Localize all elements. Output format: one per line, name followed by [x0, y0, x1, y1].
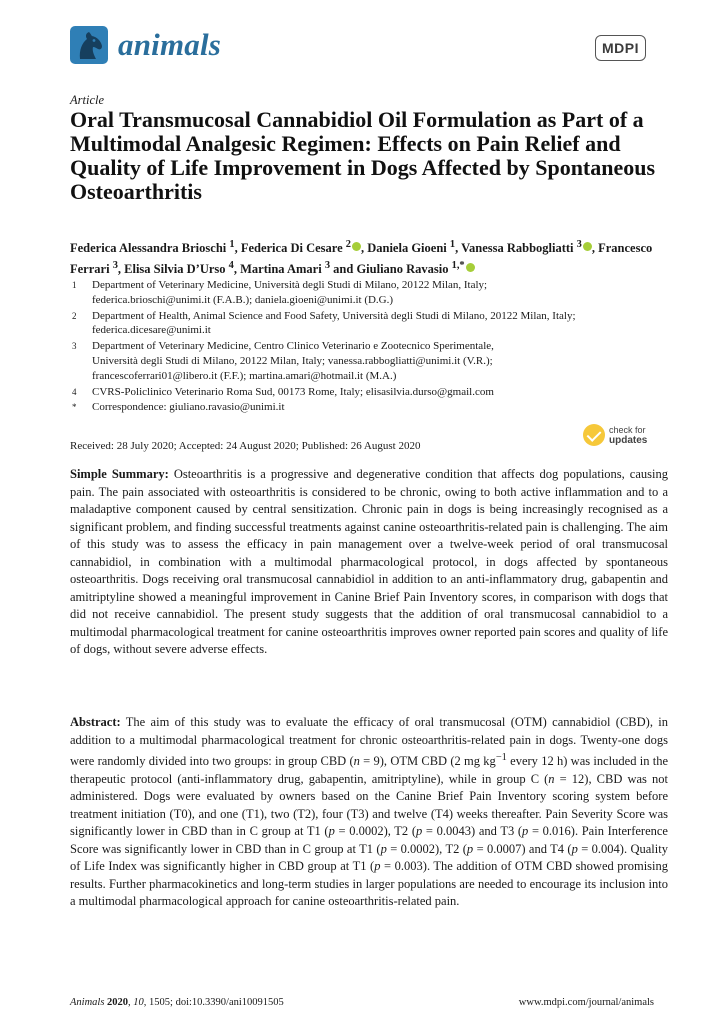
affiliation-item: 3 Department of Veterinary Medicine, Centro Clinico Veterinario e Zootecnico Sperimentale, Università degli Studi di Milano, 20122 Milan, Italy; vanessa.rabbogliatti@unimi.it (V.R.); francescoferrari01@libero.it (F.F.); martina.amari@hotmail.it (M.A.)	[72, 340, 494, 382]
horse-head-icon	[70, 26, 108, 64]
orcid-icon[interactable]	[583, 242, 592, 251]
orcid-icon[interactable]	[466, 263, 475, 272]
author-list: Federica Alessandra Brioschi $^1$, Federica Di Cesare $^2$ , Daniela Gioeni $^1$, Vanessa Rabbogliatti $^3$ , Francesco Ferrari $^3$, Elisa Silvia D’Urso $^4$, Martina Amari $^3$ and Giuliano Ravasio $^{1,*}$	[70, 239, 653, 277]
simple-summary-text: Osteoarthritis is a progressive and degenerative condition that affects dog populations, causing pain. The pain associated with osteoarthritis is considered to be chronic, owing to both active inflammation and to a maladaptive component caused by central sensitization. Chronic pain in dogs is being increasingly recognised as a significant problem, and finding successful treatments against canine osteoarthritis-related pain is challenging. The aim of this study was to assess the efficacy in pain management over a twelve-week period of oral transmucosal cannabidiol, in combination with a multimodal pharmacological protocol, in dogs affected by spontaneous osteoarthritis. Dogs receiving oral transmucosal cannabidiol in addition to an anti-inflammatory drug, gabapentin and amitriptyline showed a meaningful improvement in Canine Brief Pain Inventory scores, in comparison with dogs that did not receive cannabidiol. The present study suggests that the addition of oral transmucosal cannabidiol to a multimodal pharmacological treatment for canine osteoarthritis improves owner reported pain scores and quality of life of dogs, without severe adverse effects.	[70, 467, 668, 656]
abstract: Abstract: The aim of this study was to evaluate the efficacy of oral transmucosal (OTM) cannabidiol (CBD), in addition to a multimodal pharmacological treatment for chronic osteoarthritis-related pain in dogs. Twenty-one dogs were randomly divided into two groups: in group CBD (n = 9), OTM CBD (2 mg $kg^{-1}$ every 12 h) was included in the therapeutic protocol (anti-inflammatory drug, gabapentin, amitriptyline), while in group C (n = 12), CBD was not administered. Dogs were evaluated by owners based on the Canine Brief Pain Inventory scoring system before treatment initiation (T0), and one (T1), two (T2), four (T3) and twelve (T4) weeks thereafter. Pain Severity Score was significantly lower in CBD than in C group at T1 (p = 0.0002), T2 (p = 0.0043) and T3 (p = 0.016). Pain Interference Score was significantly lower in CBD than in C group at T1 (p = 0.0002), T2 (p = 0.0007) and T4 (p = 0.004). Quality of Life Index was significantly higher in CBD group at T1 (p = 0.003). The addition of OTM CBD showed promising results. Further pharmacokinetics and long-term studies in larger populations are needed to encourage its inclusion into a multimodal pharmacological approach for canine osteoarthritis-related pain.	[70, 715, 669, 909]
author[interactable]: Federica Alessandra Brioschi $^1$	[70, 239, 235, 256]
footer-citation: Animals 2020, 10, 1505; doi:10.3390/ani10091505	[70, 997, 284, 1008]
publisher-name: MDPI	[602, 40, 639, 56]
author[interactable]: Martina Amari $^3$	[240, 260, 331, 277]
journal-logo[interactable]	[70, 26, 221, 64]
correspondence: * Correspondence: giuliano.ravasio@unimi.it	[70, 400, 670, 415]
affiliation-item: 4 CVRS-Policlinico Veterinario Roma Sud, 00173 Rome, Italy; elisasilvia.durso@gmail.com	[72, 385, 494, 398]
author[interactable]: Francesco Ferrari $^3$	[70, 241, 653, 277]
publication-dates: Received: 28 July 2020; Accepted: 24 August 2020; Published: 26 August 2020	[70, 440, 421, 452]
author[interactable]: Giuliano Ravasio $^{1,*}$	[356, 262, 474, 276]
author[interactable]: Elisa Silvia D’Urso $^4$	[124, 260, 234, 277]
email-link[interactable]: Correspondence: giuliano.ravasio@unimi.it	[92, 401, 285, 414]
checkmark-icon	[583, 424, 605, 446]
check-for-updates-button[interactable]: check for updates	[583, 424, 647, 446]
author[interactable]: Vanessa Rabbogliatti $^3$	[461, 241, 592, 255]
publisher-logo[interactable]	[595, 35, 646, 61]
simple-summary	[70, 466, 668, 659]
orcid-icon[interactable]	[352, 242, 361, 251]
article-title: Oral Transmucosal Cannabidiol Oil Formulation as Part of a Multimodal Analgesic Regimen: Effects on Pain Relief and Quality of Life Improvement in Dogs Affected by Spontaneous Osteoarthritis	[70, 107, 656, 204]
article-type: Article	[70, 93, 105, 107]
journal-name: animals	[118, 27, 222, 62]
affiliations	[70, 278, 670, 416]
email-link[interactable]: federica.dicesare@unimi.it	[92, 324, 211, 337]
simple-summary-label: Simple Summary:	[70, 467, 169, 481]
author[interactable]: Federica Di Cesare $^2$	[241, 241, 361, 255]
affiliation-item: 2 Department of Health, Animal Science and Food Safety, Università degli Studi di Milano, 20122 Milan, Italy; federica.dicesare@unimi.it	[72, 309, 576, 337]
journal-url-link[interactable]: www.mdpi.com/journal/animals	[518, 997, 654, 1008]
abstract-label: Abstract:	[70, 715, 121, 729]
email-link[interactable]: francescoferrari01@libero.it (F.F.); martina.amari@hotmail.it (M.A.)	[92, 369, 397, 382]
email-link[interactable]: federica.brioschi@unimi.it (F.A.B.); daniela.gioeni@unimi.it (D.G.)	[92, 293, 394, 306]
author[interactable]: Daniela Gioeni $^1$	[367, 239, 456, 256]
affiliation-item: 1 Department of Veterinary Medicine, Università degli Studi di Milano, 20122 Milan, Italy; federica.brioschi@unimi.it (F.A.B.); daniela.gioeni@unimi.it (D.G.)	[72, 279, 488, 306]
